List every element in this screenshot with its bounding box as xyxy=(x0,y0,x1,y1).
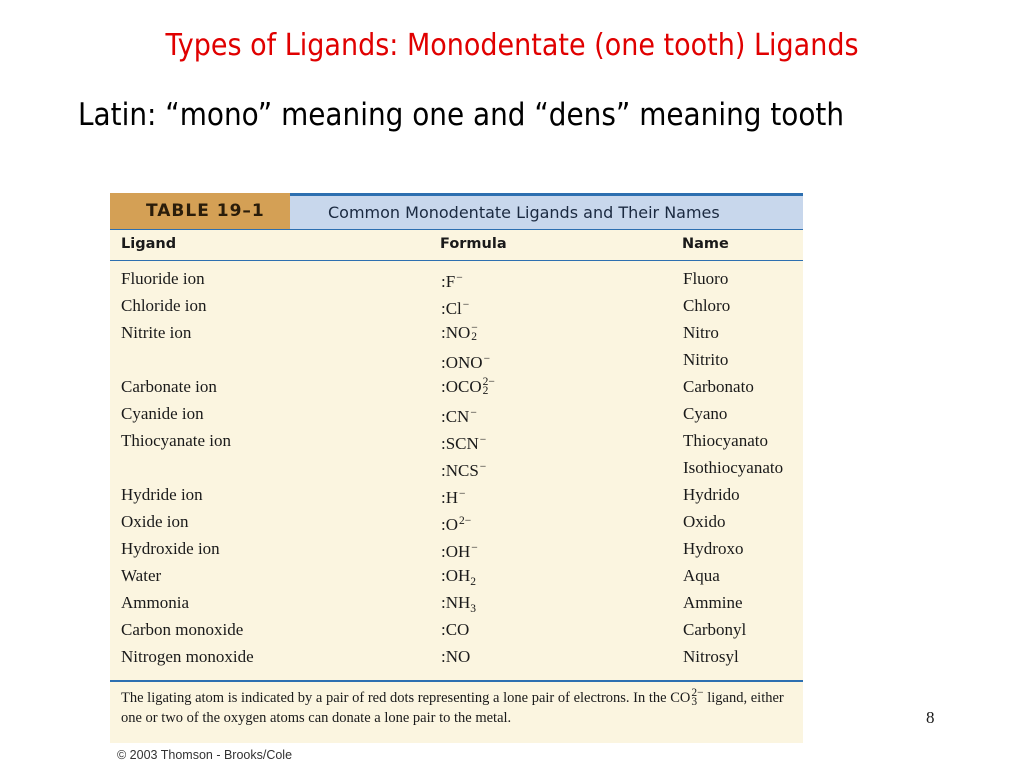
formula-cell xyxy=(441,346,490,376)
ligand-row xyxy=(110,292,803,319)
formula-charge: − xyxy=(471,542,478,554)
name-cell: Hydroxo xyxy=(683,539,744,558)
formula-base: :OCO xyxy=(441,377,482,396)
ligand-row xyxy=(110,508,803,535)
ligand-row xyxy=(110,643,803,670)
ligand-row xyxy=(110,373,803,400)
footnote-text: The ligating atom is indicated by a pair of red dots representing a lone pair of electrons. In the CO xyxy=(121,690,691,706)
name-cell: Nitrosyl xyxy=(683,647,739,666)
ligand-row xyxy=(110,319,803,346)
formula-cell xyxy=(441,616,469,643)
ligand-row xyxy=(110,427,803,454)
name-cell: Fluoro xyxy=(683,269,729,288)
formula-base: :ONO xyxy=(441,353,483,372)
name-cell: Hydrido xyxy=(683,485,740,504)
ligand-row xyxy=(110,346,803,373)
ligand-cell: Chloride ion xyxy=(121,296,207,315)
formula-base: :Cl xyxy=(441,299,462,318)
ligand-row xyxy=(110,562,803,589)
formula-charge: − xyxy=(456,272,463,284)
ligand-cell: Nitrite ion xyxy=(121,323,192,342)
name-cell: Oxido xyxy=(683,512,726,531)
formula-charge: − xyxy=(483,353,491,365)
formula-base: :O xyxy=(441,515,458,534)
name-cell: Nitrito xyxy=(683,350,729,369)
formula-cell xyxy=(441,454,486,484)
ligand-cell: Nitrogen monoxide xyxy=(121,647,254,666)
page-number: 8 xyxy=(926,708,935,727)
name-cell: Isothiocyanato xyxy=(683,458,784,477)
formula-charge: 2− xyxy=(482,376,495,389)
formula-charge: − xyxy=(462,299,470,311)
ligand-row xyxy=(110,454,803,481)
formula-cell xyxy=(441,508,471,538)
ligand-cell: Carbon monoxide xyxy=(121,620,244,639)
footnote-formula-supsub xyxy=(691,686,704,708)
formula-base: :OH xyxy=(441,542,471,561)
column-header-name: Name xyxy=(682,236,729,252)
formula-charge: − xyxy=(479,461,487,473)
ligand-row xyxy=(110,400,803,427)
formula-cell xyxy=(441,643,470,670)
ligand-table xyxy=(110,193,803,743)
ligand-cell: Fluoride ion xyxy=(121,269,205,288)
footnote-text-continued: ligand, either one or two of the oxygen atoms can donate a lone pair to the metal. xyxy=(121,690,784,726)
formula-base: :NO xyxy=(441,647,471,666)
ligand-cell: Oxide ion xyxy=(121,512,189,531)
formula-base: :NH xyxy=(441,593,471,612)
formula-base: :CN xyxy=(441,407,470,426)
formula-cell xyxy=(441,265,463,295)
copyright-notice: © 2003 Thomson - Brooks/Cole xyxy=(117,748,293,762)
footnote-formula-charge: 2− xyxy=(691,686,704,699)
ligand-row xyxy=(110,481,803,508)
ligand-cell: Hydroxide ion xyxy=(121,539,220,558)
slide-title: Types of Ligands: Monodentate (one tooth) Ligands xyxy=(165,28,859,63)
name-cell: Thiocyanato xyxy=(683,431,768,450)
formula-cell xyxy=(441,427,486,457)
formula-supsub xyxy=(471,324,478,342)
formula-base: :SCN xyxy=(441,434,479,453)
slide-subtitle: Latin: “mono” meaning one and “dens” meaning tooth xyxy=(78,97,845,133)
name-cell: Cyano xyxy=(683,404,728,423)
ligand-cell: Cyanide ion xyxy=(121,404,204,423)
formula-base: :NCS xyxy=(441,461,479,480)
formula-subscript: 2 xyxy=(471,331,478,344)
formula-base: :H xyxy=(441,488,458,507)
column-header-formula: Formula xyxy=(440,236,507,252)
formula-charge: 2− xyxy=(459,515,472,527)
formula-cell xyxy=(441,481,466,511)
column-header-ligand: Ligand xyxy=(121,236,177,252)
ligand-cell: Thiocyanate ion xyxy=(121,431,231,450)
formula-subscript: 2 xyxy=(482,385,489,398)
table-number-tab: TABLE 19–1 xyxy=(110,193,290,229)
formula-cell xyxy=(441,319,478,346)
ligand-row xyxy=(110,589,803,616)
ligand-cell: Hydride ion xyxy=(121,485,203,504)
formula-charge: − xyxy=(479,434,487,446)
ligand-row xyxy=(110,265,803,292)
ligand-row xyxy=(110,535,803,562)
formula-subscript: 3 xyxy=(470,603,477,615)
name-cell: Ammine xyxy=(683,593,743,612)
name-cell: Chloro xyxy=(683,296,731,315)
formula-cell xyxy=(441,535,478,565)
name-cell: Nitro xyxy=(683,323,719,342)
formula-charge: − xyxy=(470,407,477,419)
formula-charge: − xyxy=(471,322,478,335)
formula-base: :F xyxy=(441,272,456,291)
ligand-cell: Carbonate ion xyxy=(121,377,217,396)
table-caption: Common Monodentate Ligands and Their Names xyxy=(290,193,803,229)
formula-cell xyxy=(441,373,495,400)
ligand-row xyxy=(110,616,803,643)
ligand-cell: Ammonia xyxy=(121,593,189,612)
table-footnote xyxy=(110,680,803,743)
formula-cell xyxy=(441,400,477,430)
copyright-strip xyxy=(110,743,803,768)
formula-charge: − xyxy=(459,488,466,500)
footnote-formula-subscript: 3 xyxy=(691,695,698,708)
formula-subscript: 2 xyxy=(470,576,477,588)
name-cell: Aqua xyxy=(683,566,720,585)
formula-base: :NO xyxy=(441,323,471,342)
formula-base: :CO xyxy=(441,620,470,639)
ligand-cell: Water xyxy=(121,566,162,585)
column-header-row xyxy=(110,229,803,261)
formula-cell xyxy=(441,292,469,322)
formula-base: :OH xyxy=(441,566,471,585)
formula-supsub xyxy=(483,378,495,396)
name-cell: Carbonato xyxy=(683,377,754,396)
name-cell: Carbonyl xyxy=(683,620,747,639)
